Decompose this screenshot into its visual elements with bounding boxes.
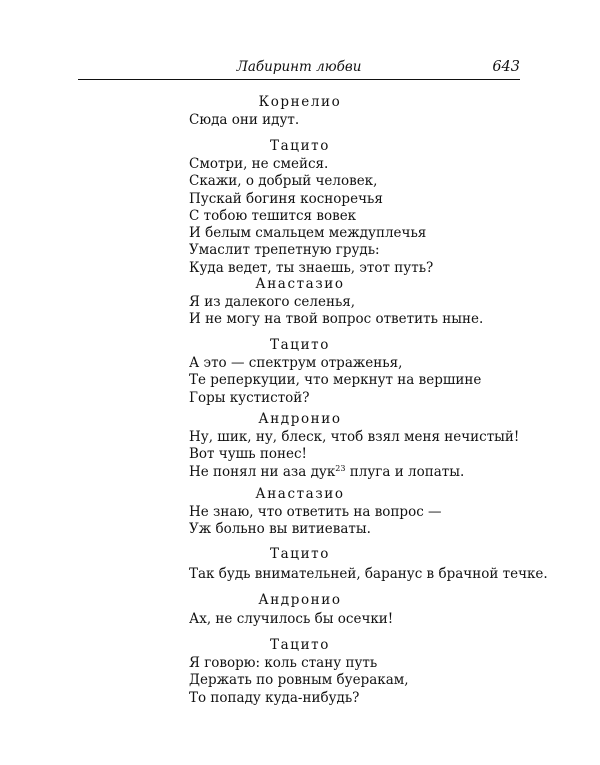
verse-line: Ну, шик, ну, блеск, чтоб взял меня нечистый! <box>189 429 520 445</box>
verse-line: Пускай богиня косноречья <box>189 190 383 207</box>
verse-text: Не понял ни аза дук <box>189 463 336 480</box>
verse-line: Скажи, о добрый человек, <box>189 173 378 190</box>
verse-line: Умаслит трепетную грудь: <box>189 242 380 259</box>
verse-line: Те реперкуции, что меркнут на вершине <box>189 372 482 389</box>
speaker-name: Корнелио <box>258 94 342 110</box>
verse-line: И белым смальцем междуплечья <box>189 225 427 242</box>
verse-line: Я говорю: коль стану путь <box>189 655 378 671</box>
speaker-name: Тацито <box>270 637 330 653</box>
verse-block <box>189 504 442 539</box>
verse-block <box>189 112 299 129</box>
speaker-name: Андронио <box>258 592 342 608</box>
verse-block <box>189 566 548 583</box>
verse-block <box>189 294 483 329</box>
verse-line: Сюда они идут. <box>189 112 300 128</box>
page-number: 643 <box>492 59 520 75</box>
verse-line: Вот чушь понес! <box>189 446 307 463</box>
verse-line: Держать по ровным буеракам, <box>189 672 409 689</box>
speaker-name: Анастазио <box>255 486 345 502</box>
verse-block <box>189 355 481 407</box>
verse-line: То попаду куда-нибудь? <box>189 689 360 706</box>
verse-line-with-note <box>189 464 519 481</box>
page-header <box>78 58 520 80</box>
verse-line: И не могу на твой вопрос ответить ныне. <box>189 311 484 328</box>
verse-block <box>189 655 409 707</box>
verse-block <box>189 156 433 277</box>
verse-line: Я из далекого селенья, <box>189 294 356 310</box>
verse-line: Так будь внимательней, баранус в брачной течке. <box>189 566 548 582</box>
verse-line: Куда ведет, ты знаешь, этот путь? <box>189 259 434 276</box>
speaker-name: Андронио <box>258 411 342 427</box>
speaker-name: Тацито <box>270 138 330 154</box>
speaker-name: Анастазио <box>255 276 345 292</box>
verse-line: С тобою тешится вовек <box>189 207 357 224</box>
verse-line: Смотри, не смейся. <box>189 156 329 172</box>
verse-line: Горы кустистой? <box>189 389 310 406</box>
header-rule <box>78 79 520 80</box>
running-title: Лабиринт любви <box>236 59 362 75</box>
speaker-name: Тацито <box>270 546 330 562</box>
speaker-name: Тацито <box>270 337 330 353</box>
verse-line: А это — спектрум отраженья, <box>189 355 403 371</box>
footnote-marker: 23 <box>335 463 346 473</box>
verse-line: Уж больно вы витиеваты. <box>189 521 371 538</box>
verse-block <box>189 429 519 481</box>
verse-line: Ах, не случилось бы осечки! <box>189 611 394 627</box>
verse-text: плуга и лопаты. <box>345 463 465 480</box>
verse-line: Не знаю, что ответить на вопрос — <box>189 504 442 520</box>
verse-block <box>189 611 393 628</box>
